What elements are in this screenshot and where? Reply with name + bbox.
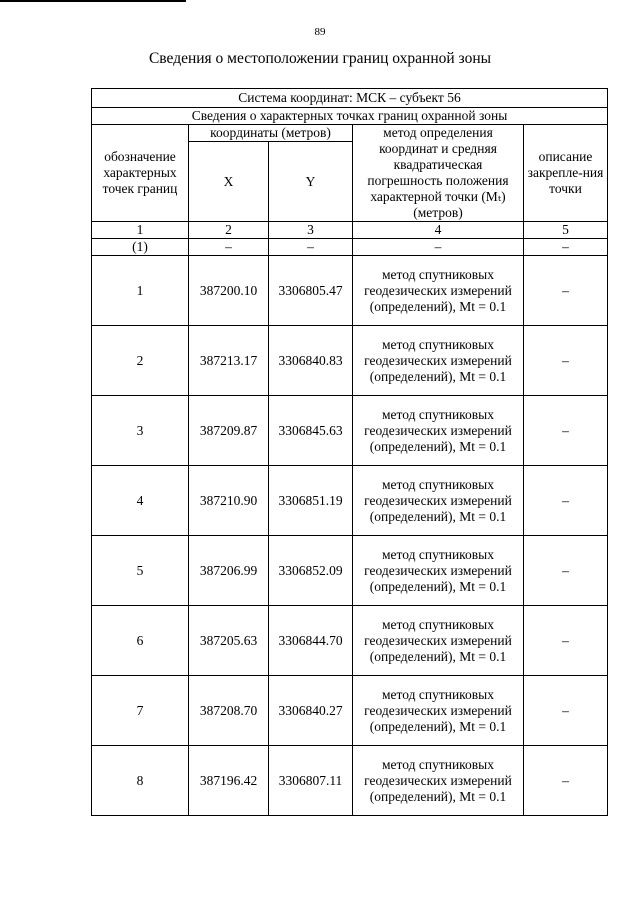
table-row [92,396,608,466]
point-number-cell: 3 [92,396,189,466]
point-number-cell: 6 [92,606,189,676]
method-cell: метод спутниковых геодезических измерений (определений), Mt = 0.1 [353,326,524,396]
header-x: X [189,142,269,222]
description-cell: – [524,466,608,536]
y-coordinate-cell: 3306845.63 [269,396,353,466]
table-row [92,746,608,816]
header-y: Y [269,142,353,222]
column-number-row [92,222,608,239]
header-method: метод определения координат и средняя квадратическая погрешность положения характерной точки (Mₜ) (метров) [353,125,524,222]
x-coordinate-cell: 387208.70 [189,676,269,746]
description-cell: – [524,256,608,326]
header-coordinates: координаты (метров) [189,125,353,142]
column-number: 4 [353,222,524,239]
document-title: Сведения о местоположении границ охранной зоны [148,50,492,67]
contour-cell: – [524,239,608,256]
contour-cell: – [353,239,524,256]
method-cell: метод спутниковых геодезических измерений (определений), Mt = 0.1 [353,746,524,816]
table-row [92,256,608,326]
table-row [92,466,608,536]
x-coordinate-cell: 387213.17 [189,326,269,396]
column-number: 1 [92,222,189,239]
y-coordinate-cell: 3306852.09 [269,536,353,606]
point-number-cell: 1 [92,256,189,326]
y-coordinate-cell: 3306844.70 [269,606,353,676]
section-title-cell: Сведения о характерных точках границ охранной зоны [92,108,608,125]
coordinate-system-row [92,89,608,108]
description-cell: – [524,326,608,396]
table-row [92,676,608,746]
y-coordinate-cell: 3306851.19 [269,466,353,536]
x-coordinate-cell: 387200.10 [189,256,269,326]
header-row [92,125,608,142]
column-number: 5 [524,222,608,239]
method-cell: метод спутниковых геодезических измерений (определений), Mt = 0.1 [353,676,524,746]
description-cell: – [524,676,608,746]
description-cell: – [524,396,608,466]
section-title-row [92,108,608,125]
point-number-cell: 8 [92,746,189,816]
description-cell: – [524,746,608,816]
y-coordinate-cell: 3306840.27 [269,676,353,746]
method-cell: метод спутниковых геодезических измерений (определений), Mt = 0.1 [353,536,524,606]
point-number-cell: 7 [92,676,189,746]
method-cell: метод спутниковых геодезических измерений (определений), Mt = 0.1 [353,466,524,536]
header-designation: обозначение характерных точек границ [92,125,189,222]
x-coordinate-cell: 387205.63 [189,606,269,676]
contour-label: (1) [92,239,189,256]
column-number: 2 [189,222,269,239]
y-coordinate-cell: 3306805.47 [269,256,353,326]
table-row [92,606,608,676]
header-description: описание закрепле-ния точки [524,125,608,222]
x-coordinate-cell: 387196.42 [189,746,269,816]
method-cell: метод спутниковых геодезических измерений (определений), Mt = 0.1 [353,396,524,466]
point-number-cell: 5 [92,536,189,606]
contour-cell: – [189,239,269,256]
x-coordinate-cell: 387206.99 [189,536,269,606]
description-cell: – [524,536,608,606]
coordinate-system-cell: Система координат: МСК – субъект 56 [92,89,608,108]
x-coordinate-cell: 387209.87 [189,396,269,466]
y-coordinate-cell: 3306807.11 [269,746,353,816]
top-rule [0,0,186,2]
method-cell: метод спутниковых геодезических измерений (определений), Mt = 0.1 [353,256,524,326]
contour-row [92,239,608,256]
y-coordinate-cell: 3306840.83 [269,326,353,396]
table-row [92,326,608,396]
table-row [92,536,608,606]
column-number: 3 [269,222,353,239]
method-cell: метод спутниковых геодезических измерений (определений), Mt = 0.1 [353,606,524,676]
point-number-cell: 4 [92,466,189,536]
contour-cell: – [269,239,353,256]
point-number-cell: 2 [92,326,189,396]
x-coordinate-cell: 387210.90 [189,466,269,536]
coordinates-table [91,88,608,816]
description-cell: – [524,606,608,676]
page-number: 89 [314,26,326,38]
